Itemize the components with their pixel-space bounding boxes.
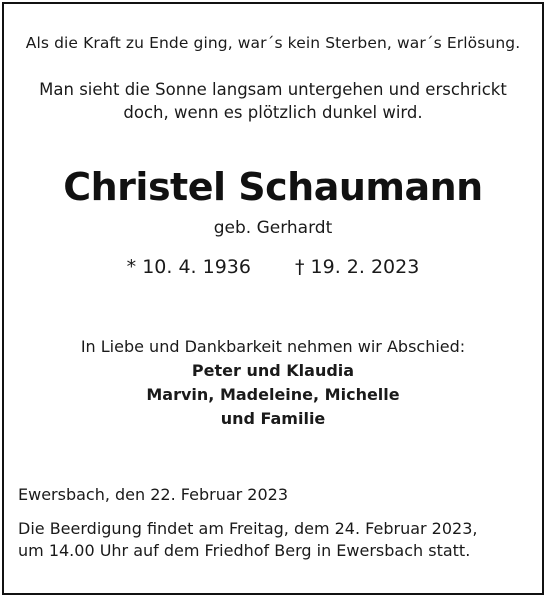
deceased-name: Christel Schaumann bbox=[63, 165, 483, 209]
family-names bbox=[4, 359, 542, 431]
maiden-name: geb. Gerhardt bbox=[213, 218, 333, 238]
birth-date: * 10. 4. 1936 bbox=[126, 256, 251, 278]
life-dates bbox=[4, 256, 542, 278]
family-line-1: Peter und Klaudia bbox=[191, 361, 355, 380]
family-line-3: und Familie bbox=[220, 409, 326, 428]
quote-block bbox=[4, 78, 542, 124]
family-line-2: Marvin, Madeleine, Michelle bbox=[146, 385, 400, 404]
quote-line-1: Als die Kraft zu Ende ging, war´s kein Sterben, war´s Erlösung. bbox=[25, 34, 521, 52]
place-and-date: Ewersbach, den 22. Februar 2023 bbox=[18, 485, 289, 504]
quote-line-2b: doch, wenn es plötzlich dunkel wird. bbox=[123, 103, 423, 122]
funeral-line-2: um 14.00 Uhr auf dem Friedhof Berg in Ewersbach statt. bbox=[18, 541, 471, 560]
death-date: † 19. 2. 2023 bbox=[295, 256, 420, 278]
funeral-line-1: Die Beerdigung findet am Freitag, dem 24. Februar 2023, bbox=[18, 519, 478, 538]
obituary-notice bbox=[2, 2, 544, 595]
funeral-info bbox=[18, 518, 477, 562]
quote-line-2a: Man sieht die Sonne langsam untergehen und erschrickt bbox=[39, 80, 507, 99]
farewell-text: In Liebe und Dankbarkeit nehmen wir Abschied: bbox=[80, 337, 466, 356]
